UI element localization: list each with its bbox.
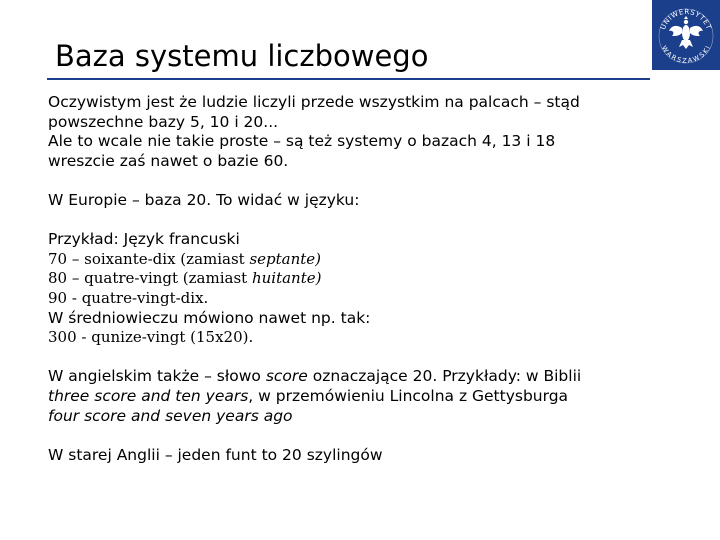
- spacer: [48, 348, 688, 368]
- logo-text-bottom: WARSZAWSKI: [659, 44, 713, 65]
- logo-text-top: UNIWERSYTET: [659, 7, 713, 31]
- french-80: [48, 269, 688, 289]
- intro-line-2: powszechne bazy 5, 10 i 20...: [48, 112, 279, 131]
- english-lincoln-quote: four score and seven years ago: [48, 406, 293, 425]
- french-80-italic: huitante): [251, 269, 322, 288]
- french-heading: Przykład: Język francuski: [48, 230, 240, 249]
- spacer: [48, 171, 688, 191]
- french-90: 90 - quatre-vingt-dix.: [48, 288, 209, 307]
- page-title: Baza systemu liczbowego: [55, 39, 429, 73]
- french-70-italic: septante): [249, 249, 322, 268]
- english-score-word: score: [265, 367, 308, 386]
- french-80-text: 80 – quatre-vingt (zamiast: [48, 269, 252, 288]
- english-example: [48, 367, 688, 426]
- french-70-text: 70 – soixante-dix (zamiast: [48, 249, 250, 268]
- spacer: [48, 211, 688, 231]
- intro-line-1: Oczywistym jest że ludzie liczyli przede wszystkim na palcach – stąd: [48, 93, 580, 111]
- intro-line-3: Ale to wcale nie takie proste – są też systemy o bazach 4, 13 i 18: [48, 132, 556, 151]
- french-300: 300 - qunize-vingt (15x20).: [48, 328, 254, 347]
- english-text-a: W angielskim także – słowo: [48, 367, 266, 386]
- title-underline: [47, 78, 650, 80]
- french-example: [48, 230, 688, 348]
- spacer: [48, 426, 688, 446]
- english-text-e: , w przemówieniu Lincolna z Gettysburga: [248, 386, 569, 405]
- french-70: [48, 250, 688, 270]
- medieval-line: W średniowieczu mówiono nawet np. tak:: [48, 308, 371, 327]
- eagle-crest-icon: [652, 0, 720, 70]
- intro-line-4: wreszcie zaś nawet o bazie 60.: [48, 151, 289, 170]
- english-line-1: [48, 367, 688, 387]
- english-text-c: oznaczające 20. Przykłady: w Biblii: [307, 367, 582, 386]
- english-bible-quote: three score and ten years: [48, 386, 249, 405]
- university-logo: [652, 0, 720, 70]
- pound-line: W starej Anglii – jeden funt to 20 szylingów: [48, 445, 383, 464]
- europe-line: W Europie – baza 20. To widać w języku:: [48, 190, 360, 209]
- slide-body: [48, 93, 688, 465]
- english-line-2: [48, 387, 688, 407]
- intro-paragraph: [48, 93, 688, 171]
